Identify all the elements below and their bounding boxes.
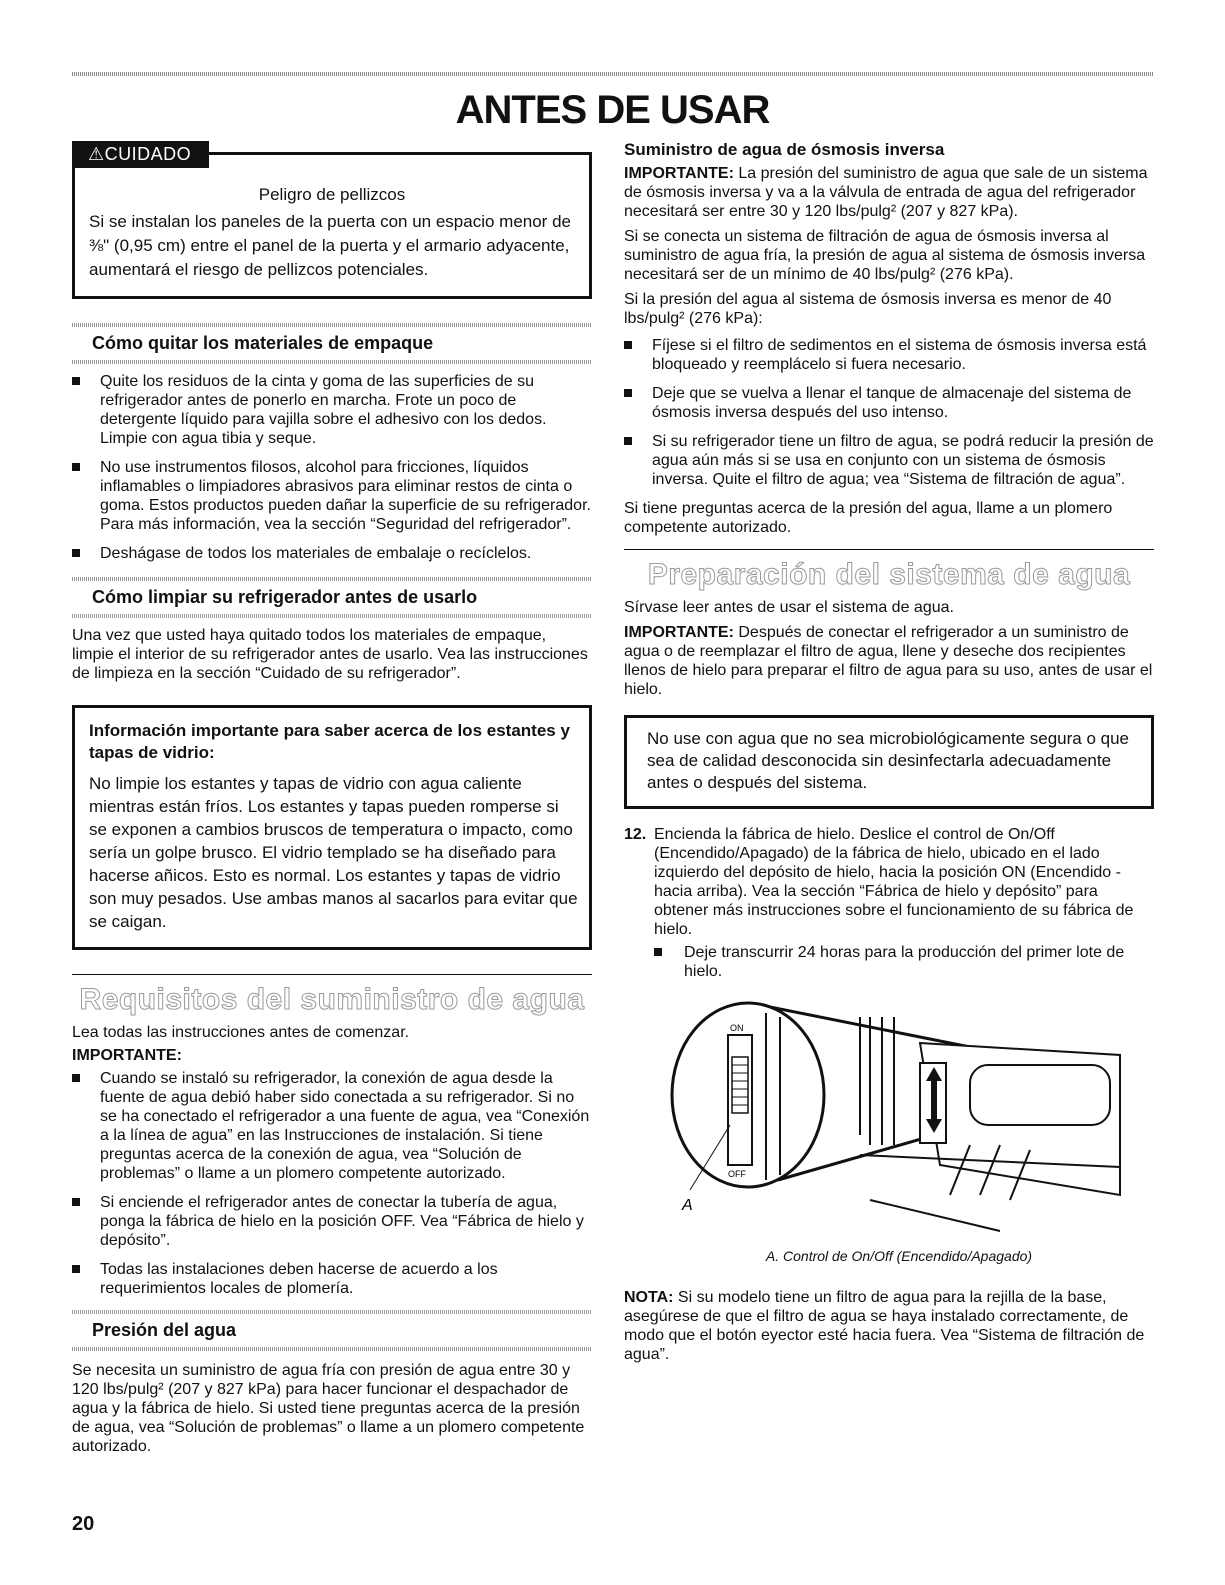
note-label: NOTA: [624,1289,674,1306]
glass-info-body: No limpie los estantes y tapas de vidrio con agua caliente mientras están fríos. Los estantes y tapas pueden romperse si se exponen a cambios bruscos de temperatura o impacto, como sería un golpe brusco. El vidrio templado se ha diseñado para hacerse añicos. Esto es normal. Los estantes y tapas de vidrio son muy pesados. Use ambas manos al sacarlos para evitar que se caigan. [89,774,578,931]
divider [624,549,1154,550]
water-requirements-list [72,1069,592,1298]
water-requirements-heading: Requisitos del suministro de agua [79,983,585,1016]
caution-subtitle: Peligro de pellizcos [258,185,406,204]
water-system-prep-heading: Preparación del sistema de agua [647,558,1131,591]
water-system-prep-important [624,623,1154,699]
reverse-osmosis-list [624,336,1154,489]
list-item: Fíjese si el filtro de sedimentos en el sistema de ósmosis inversa está bloqueado y reemplácelo si fuera necesario. [624,336,1154,374]
water-pressure-heading: Presión del agua [92,1320,237,1340]
list-item: Deje que se vuelva a llenar el tanque de almacenaje del sistema de ósmosis inversa después del uso intenso. [624,384,1154,422]
list-item: No use instrumentos filosos, alcohol para fricciones, líquidos inflamables o limpiadores abrasivos para eliminar restos de cinta o goma. Estos productos pueden dañar la superficie de su refrigerador. Para más información, vea la sección “Seguridad del refrigerador”. [72,458,592,534]
page-title: ANTES DE USAR [455,88,770,132]
important-label: IMPORTANTE: [624,165,734,182]
reverse-osmosis-closing: Si tiene preguntas acerca de la presión del agua, llame a un plomero competente autorizado. [624,500,1113,536]
cleaning-body: Una vez que usted haya quitado todos los materiales de empaque, limpie el interior de su refrigerador antes de usarlo. Vea las instrucciones de limpieza en la sección “Cuidado de su refrigerador”. [72,627,588,682]
step-item [624,825,1154,981]
on-label: ON [730,1023,744,1033]
divider [72,614,592,618]
off-label: OFF [728,1169,746,1179]
caution-box [72,144,592,299]
warning-text: No use con agua que no sea microbiológicamente segura o que sea de calidad desconocida sin desinfectarla adecuadamente antes o después del sistema. [647,729,1129,792]
reverse-osmosis-p3: Si la presión del agua al sistema de ósmosis inversa es menor de 40 lbs/pulg² (276 kPa): [624,291,1112,327]
water-system-prep-important-text: Después de conectar el refrigerador a un suministro de agua o de reemplazar el filtro de agua, llene y deseche dos recipientes llenos de hielo para preparar el filtro de agua para su uso, antes de usar el hielo. [624,624,1153,698]
reverse-osmosis-important [624,164,1154,221]
steps-list [624,825,1154,981]
list-item: Deshágase de todos los materiales de embalaje o recíclelos. [72,544,592,563]
page-number: 20 [72,1513,95,1535]
packing-heading: Cómo quitar los materiales de empaque [92,333,434,353]
caution-tag: ⚠CUIDADO [72,141,209,168]
note-text: Si su modelo tiene un filtro de agua para la rejilla de la base, asegúrese de que el filtro de agua se haya instalado correctamente, de modo que el botón eyector esté hacia fuera. Vea “Sistema de filtración de agua”. [624,1289,1145,1363]
glass-info-title: Información importante para saber acerca de los estantes y tapas de vidrio: [89,721,570,762]
list-item: Quite los residuos de la cinta y goma de las superficies de su refrigerador antes de ponerlo en marcha. Frote un poco de detergente líquido para vajilla sobre el adhesivo con los dedos. Limpie con agua tibia y seque. [72,372,592,448]
important-label: IMPORTANTE: [72,1047,182,1064]
list-item: Si enciende el refrigerador antes de conectar la tubería de agua, ponga la fábrica de hielo en la posición OFF. Vea “Fábrica de hielo y depósito”. [72,1193,592,1250]
right-column [624,140,1154,1364]
ice-maker-diagram [670,995,1130,1235]
divider [72,360,592,364]
water-pressure-body: Se necesita un suministro de agua fría con presión de agua entre 30 y 120 lbs/pulg² (207 y 827 kPa) para hacer funcionar el despachador de agua y la fábrica de hielo. Si usted tiene preguntas acerca de la presión de agua, vea “Solución de problemas” o llame a un plomero competente autorizado. [72,1362,585,1455]
cleaning-heading: Cómo limpiar su refrigerador antes de usarlo [92,587,478,607]
packing-list [72,372,592,563]
important-label: IMPORTANTE: [624,624,734,641]
top-rule [72,72,1154,76]
list-item: Cuando se instaló su refrigerador, la conexión de agua desde la fuente de agua debió haber sido conectada a su refrigerador. Si no se ha conectado el refrigerador a una fuente de agua, vea “Conexión a la línea de agua” en las Instrucciones de instalación. Si tiene preguntas acerca de la conexión de agua, vea “Solución de problemas” o llame a un plomero competente autorizado. [72,1069,592,1183]
step-text: Encienda la fábrica de hielo. Deslice el control de On/Off (Encendido/Apagado) de la fábrica de hielo, ubicado en el lado izquierdo del depósito de hielo, hacia la posición ON (Encendido - hacia arriba). Vea la sección “Fábrica de hielo y depósito” para obtener más instrucciones sobre el funcionamiento de su fábrica de hielo. [654,826,1134,938]
list-item: Si su refrigerador tiene un filtro de agua, se podrá reducir la presión de agua aún más si se usa en conjunto con un sistema de ósmosis inversa. Quite el filtro de agua; vea “Sistema de filtración de agua”. [624,432,1154,489]
step-number: 12. [624,826,647,843]
reverse-osmosis-p2: Si se conecta un sistema de filtración de agua de ósmosis inversa al suministro de agua fría, la presión de agua al sistema de ósmosis inversa necesitará ser de un mínimo de 40 lbs/pulg² (276 kPa). [624,228,1146,283]
water-requirements-intro: Lea todas las instrucciones antes de comenzar. [72,1024,410,1041]
note [624,1288,1154,1364]
water-system-prep-intro: Sírvase leer antes de usar el sistema de agua. [624,599,954,616]
step-sub-list [654,943,1154,981]
reverse-osmosis-heading: Suministro de agua de ósmosis inversa [624,140,945,159]
figure-caption: A. Control de On/Off (Encendido/Apagado) [765,1248,1033,1264]
divider [72,974,592,975]
left-column [72,140,592,1456]
list-item: Todas las instalaciones deben hacerse de acuerdo a los requerimientos locales de plomería. [72,1260,592,1298]
caution-body: Si se instalan los paneles de la puerta con un espacio menor de ⅜" (0,95 cm) entre el panel de la puerta y el armario adyacente, aumentará el riesgo de pellizcos potenciales. [89,212,571,279]
warning-box [624,715,1154,809]
figure-label: A [682,1197,693,1214]
ice-maker-illustration [670,995,1130,1235]
divider [72,1347,592,1351]
list-item: Deje transcurrir 24 horas para la producción del primer lote de hielo. [654,943,1154,981]
glass-info-box [72,705,592,950]
reverse-osmosis-important-text: La presión del suministro de agua que sale de un sistema de ósmosis inversa y va a la válvula de entrada de agua del refrigerador necesitará ser entre 30 y 120 lbs/pulg² (207 y 827 kPa). [624,165,1148,220]
